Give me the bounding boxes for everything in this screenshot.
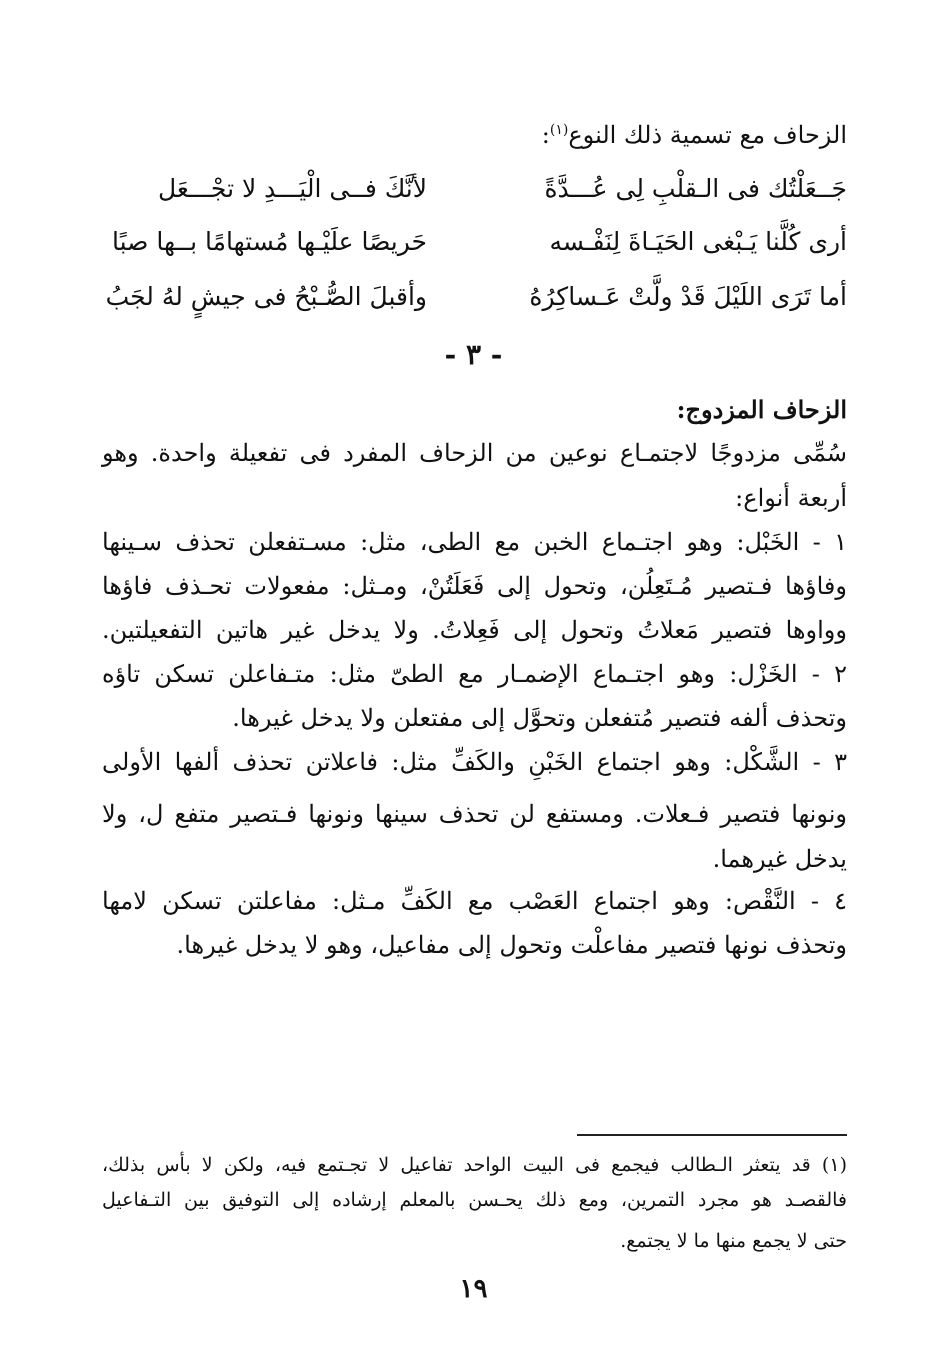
verse-second-hemistich: لأنَّكَ فــى الْيَـــدِ لا تجْـــعَل — [157, 174, 427, 203]
verse-first-hemistich: أما تَرَى اللَيْلَ قَدْ ولَّتْ عَـساكِرُهُ — [529, 282, 847, 311]
verse-first-hemistich: جَــعَلْتُك فى الـقلْبِ لِى عُـــدَّةً — [544, 174, 847, 203]
footnote-marker: (١) — [549, 122, 569, 138]
footnote-rule — [577, 1134, 847, 1136]
section-number: - ٣ - — [444, 338, 503, 371]
page-number: ١٩ — [459, 1274, 488, 1304]
paragraph-line: ونونها فتصير فـعلات. ومستفع لن تحذف سينها ونونها فـتصير متفع ل، ولا — [102, 800, 847, 828]
intro-line — [102, 113, 847, 152]
paragraph-line: يدخل غيرهما. — [712, 845, 847, 873]
paragraph-line: وتحذف ألفه فتصير مُتفعلن وتحوَّل إلى مفتعلن ولا يدخل غيرها. — [232, 704, 847, 732]
verse-second-hemistich: وأقبلَ الصُّـبْحُ فى جيشٍ لهُ لجَبُ — [105, 282, 427, 311]
paragraph-line: ٣ - الشَّكْل: وهو اجتماع الخَبْنِ والكَفِّ مثل: فاعلاتن تحذف ألفها الأولى — [102, 748, 847, 776]
intro-colon: : — [541, 121, 550, 149]
paragraph-line: ٤ - النَّقْص: وهو اجتماع العَصْب مع الكَفِّ مـثل: مفاعلتن تسكن لامها — [102, 887, 847, 915]
intro-text: الزحاف مع تسمية ذلك النوع — [568, 121, 847, 149]
section-heading: الزحاف المزدوج: — [676, 395, 847, 424]
paragraph-line: ٢ - الخَزْل: وهو اجتـماع الإضمـار مع الطىّ مثل: متـفاعلن تسكن تاؤه — [102, 660, 847, 688]
paragraph-line: وتحذف نونها فتصير مفاعلْت وتحول إلى مفاعيل، وهو لا يدخل غيرها. — [176, 931, 847, 959]
verse-first-hemistich: أرى كُلَّنا يَـبْغى الحَيَـاةَ لِنَفْـسه — [549, 227, 847, 256]
footnote-line: حتى لا يجمع منها ما لا يجتمع. — [620, 1230, 847, 1252]
verse-second-hemistich: حَريصًا علَيْـها مُستهامًا بــها صبًا — [111, 227, 427, 256]
paragraph-line: أربعة أنواع: — [735, 484, 847, 512]
footnote-line: فالقصـد هو مجرد التمرين، ومع ذلك يحـسن بالمعلم إرشاده إلى التوفيق بين التـفاعيل — [102, 1189, 847, 1211]
paragraph-line: وواوها فتصير مَعلاتُ وتحول إلى فَعِلاتُ. ولا يدخل غير هاتين التفعيلتين. — [102, 616, 847, 644]
paragraph-line: وفاؤها فـتصير مُـتَعِلُن، وتحول إلى فَعَلَتُنْ، ومـثل: مفعولات تحـذف فاؤها — [102, 572, 847, 600]
footnote-line: (١) قد يتعثر الـطالب فيجمع فى البيت الواحد تفاعيل لا تجـتمع فيه، ولكن لا بأس بذلك، — [102, 1154, 847, 1176]
paragraph-line: ١ - الخَبْل: وهو اجتـماع الخبن مع الطى، مثل: مسـتفعلن تحذف سـينها — [102, 528, 847, 556]
paragraph-line: سُمِّى مزدوجًا لاجتمـاع نوعين من الزحاف المفرد فى تفعيلة واحدة. وهو — [102, 439, 847, 467]
